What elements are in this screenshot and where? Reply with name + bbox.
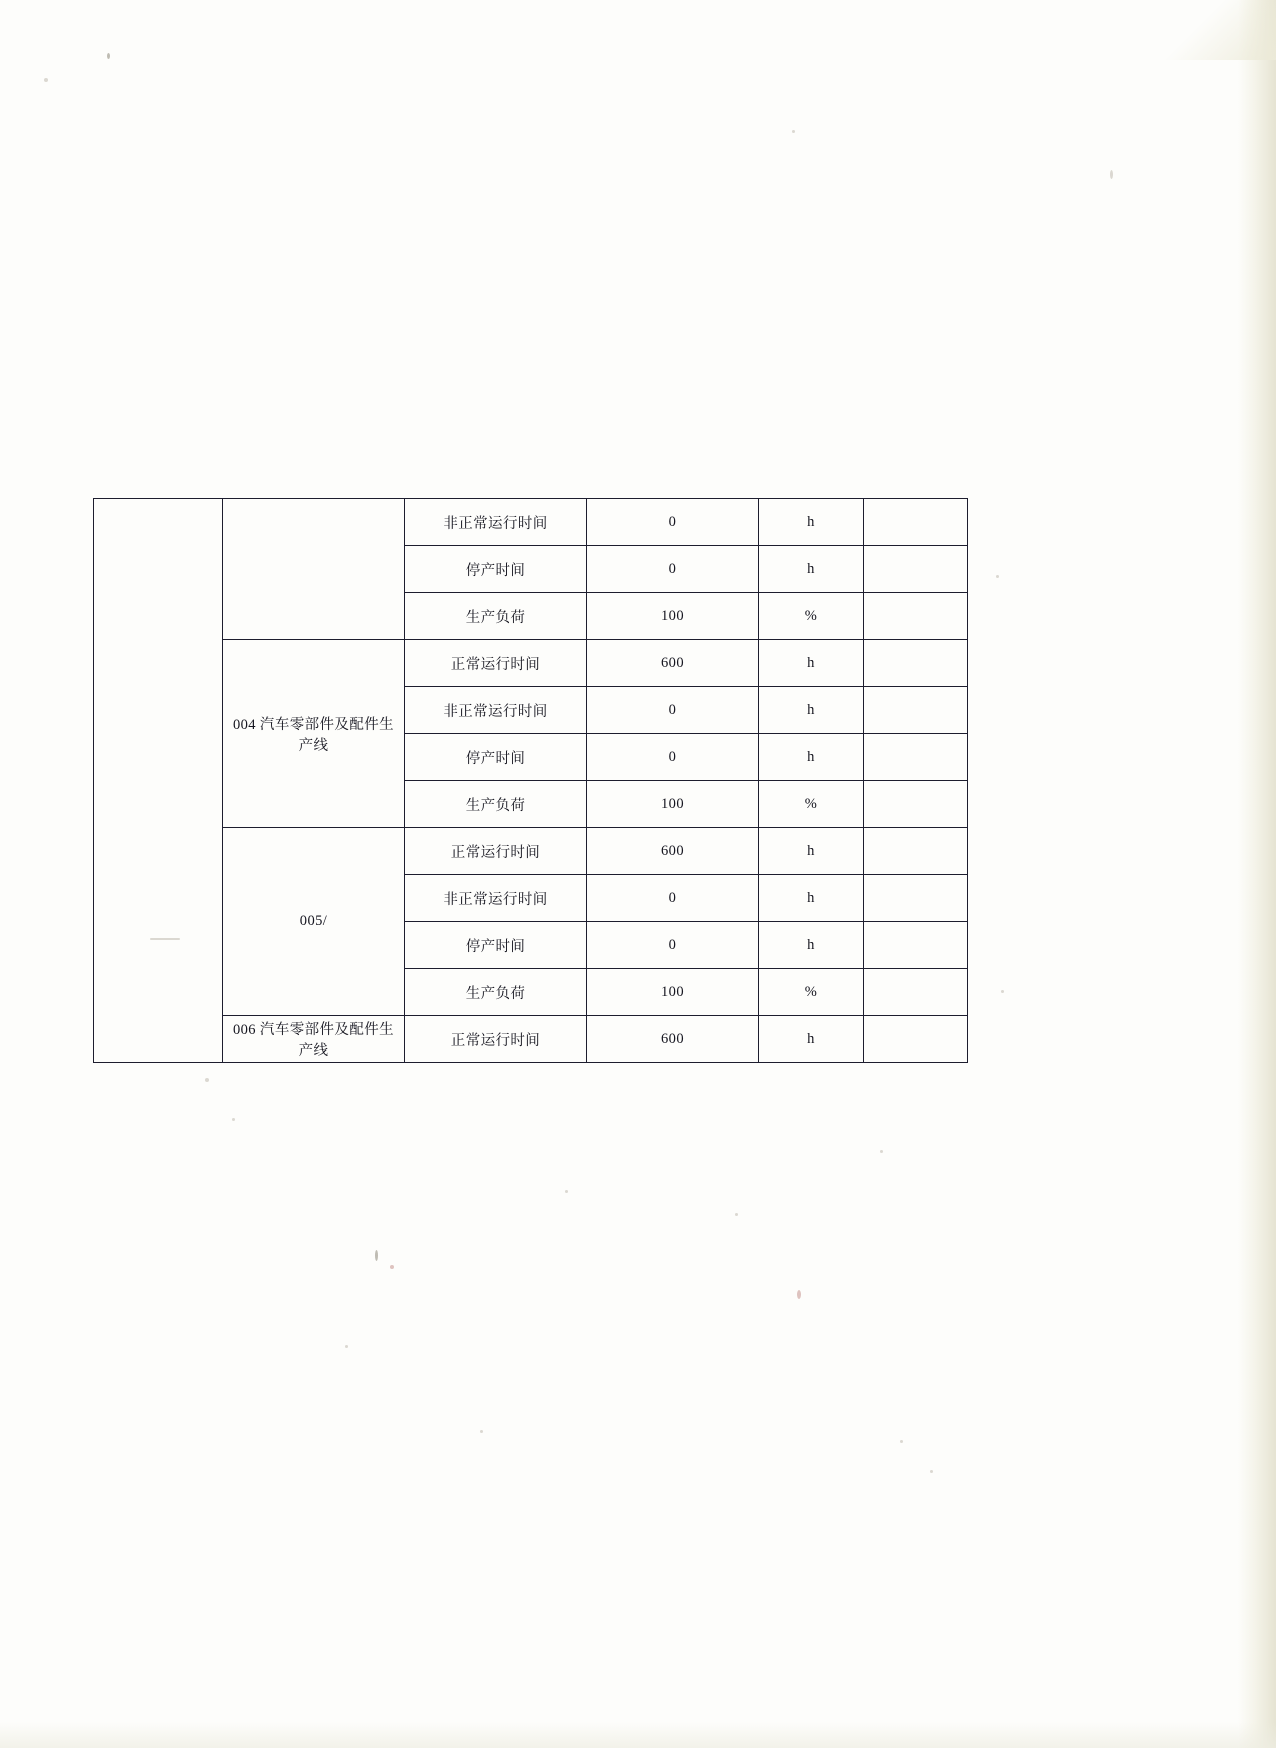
- scan-speck: [996, 575, 999, 578]
- remark-cell: [864, 734, 968, 781]
- item-cell: 正常运行时间: [405, 1016, 587, 1063]
- table-row: [94, 1016, 968, 1063]
- unit-cell: h: [759, 687, 864, 734]
- value-cell: 0: [587, 499, 759, 546]
- page-edge-shadow-right: [1238, 0, 1276, 1748]
- remark-cell: [864, 922, 968, 969]
- value-cell: 100: [587, 969, 759, 1016]
- table-row: [94, 828, 968, 875]
- unit-cell: h: [759, 1016, 864, 1063]
- scan-speck: [735, 1213, 738, 1216]
- scan-speck: [1001, 990, 1004, 993]
- value-cell: 0: [587, 734, 759, 781]
- item-cell: 正常运行时间: [405, 828, 587, 875]
- scan-speck: [345, 1345, 348, 1348]
- unit-cell: h: [759, 734, 864, 781]
- unit-cell: h: [759, 828, 864, 875]
- scan-speck: [205, 1078, 209, 1082]
- value-cell: 600: [587, 828, 759, 875]
- unit-cell: h: [759, 546, 864, 593]
- remark-cell: [864, 499, 968, 546]
- item-cell: 非正常运行时间: [405, 875, 587, 922]
- operation-time-table-container: [93, 498, 967, 1063]
- table-row: [94, 499, 968, 546]
- operation-time-table: [93, 498, 968, 1063]
- page-edge-shadow-topright: [1086, 0, 1276, 60]
- scan-speck: [930, 1470, 933, 1473]
- unit-cell: %: [759, 593, 864, 640]
- unit-cell: h: [759, 922, 864, 969]
- remark-cell: [864, 875, 968, 922]
- remark-cell: [864, 687, 968, 734]
- value-cell: 100: [587, 781, 759, 828]
- item-cell: 非正常运行时间: [405, 499, 587, 546]
- scan-speck: [480, 1430, 483, 1433]
- remark-cell: [864, 781, 968, 828]
- production-line-cell: 005/: [223, 828, 405, 1016]
- value-cell: 0: [587, 875, 759, 922]
- value-cell: 0: [587, 546, 759, 593]
- unit-cell: %: [759, 969, 864, 1016]
- value-cell: 0: [587, 687, 759, 734]
- scan-speck: [1110, 170, 1113, 179]
- production-line-cell: 006 汽车零部件及配件生产线: [223, 1016, 405, 1063]
- scan-speck: [797, 1290, 801, 1299]
- scan-speck: [792, 130, 795, 133]
- scan-speck: [390, 1265, 394, 1269]
- item-cell: 非正常运行时间: [405, 687, 587, 734]
- remark-cell: [864, 640, 968, 687]
- page-edge-shadow-bottom: [0, 1722, 1276, 1748]
- value-cell: 100: [587, 593, 759, 640]
- scan-speck: [880, 1150, 883, 1153]
- remark-cell: [864, 593, 968, 640]
- scan-speck: [107, 53, 110, 59]
- remark-cell: [864, 828, 968, 875]
- remark-cell: [864, 1016, 968, 1063]
- unit-cell: h: [759, 499, 864, 546]
- item-cell: 停产时间: [405, 922, 587, 969]
- item-cell: 生产负荷: [405, 781, 587, 828]
- value-cell: 600: [587, 1016, 759, 1063]
- scan-speck: [375, 1250, 378, 1261]
- value-cell: 0: [587, 922, 759, 969]
- item-cell: 生产负荷: [405, 969, 587, 1016]
- unit-cell: %: [759, 781, 864, 828]
- scan-speck: [232, 1118, 235, 1121]
- table-row: [94, 640, 968, 687]
- group-cell: [94, 499, 223, 1063]
- unit-cell: h: [759, 640, 864, 687]
- scan-speck: [565, 1190, 568, 1193]
- production-line-cell: [223, 499, 405, 640]
- remark-cell: [864, 969, 968, 1016]
- value-cell: 600: [587, 640, 759, 687]
- scan-speck: [44, 78, 48, 82]
- item-cell: 正常运行时间: [405, 640, 587, 687]
- item-cell: 停产时间: [405, 546, 587, 593]
- unit-cell: h: [759, 875, 864, 922]
- item-cell: 停产时间: [405, 734, 587, 781]
- production-line-cell: 004 汽车零部件及配件生产线: [223, 640, 405, 828]
- item-cell: 生产负荷: [405, 593, 587, 640]
- remark-cell: [864, 546, 968, 593]
- scan-speck: [900, 1440, 903, 1443]
